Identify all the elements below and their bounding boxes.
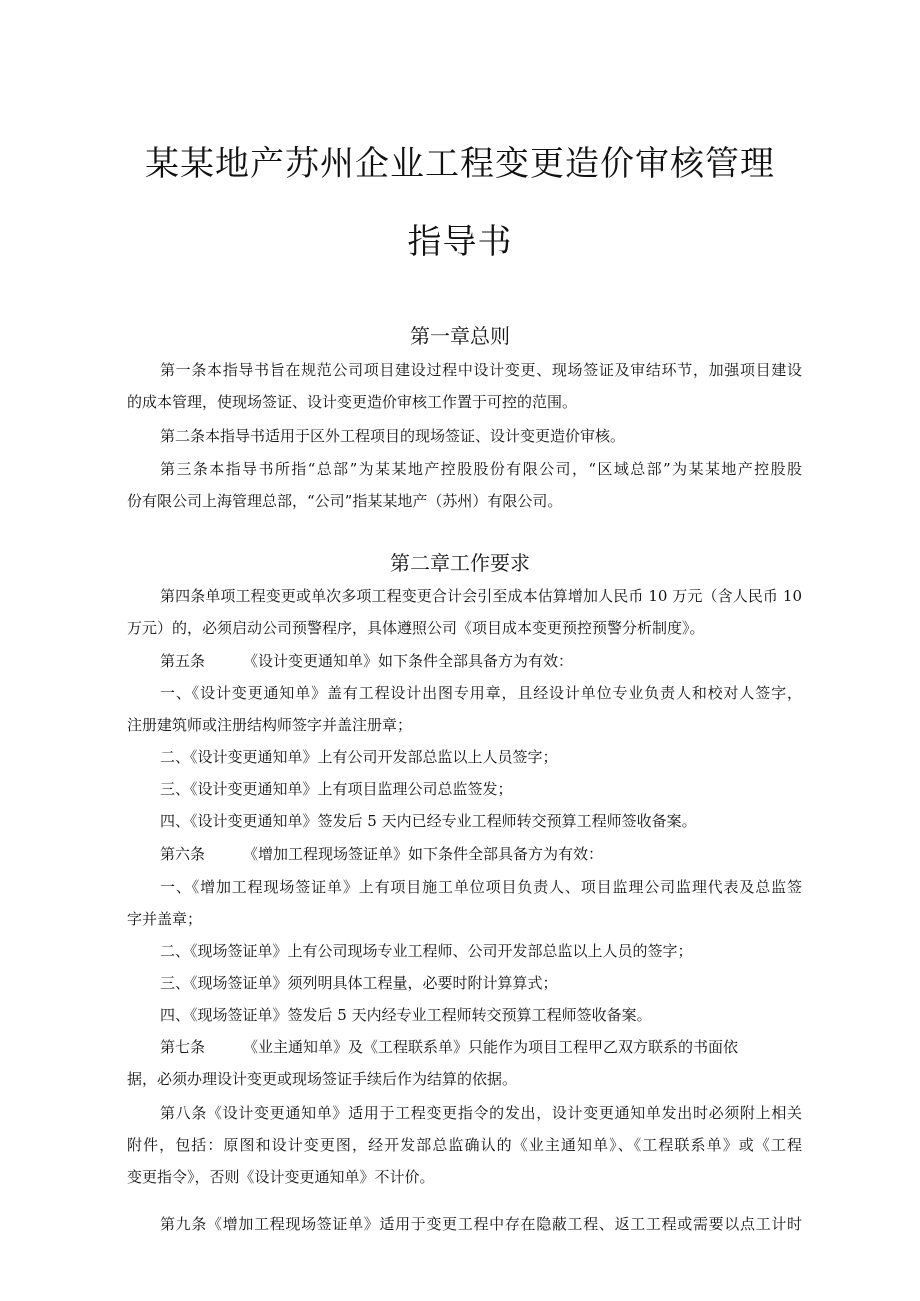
article-6-item-2: 二、《现场签证单》上有公司现场专业工程师、公司开发部总监以上人员的签字； xyxy=(160,942,693,960)
article-9-line-1: 第九条《增加工程现场签证单》适用于变更工程中存在隐蔽工程、返工工程或需要以点工计时 xyxy=(160,1215,802,1233)
article-6-text: 《增加工程现场签证单》如下条件全部具备方为有效： xyxy=(243,845,604,863)
article-5-item-2: 二、《设计变更通知单》上有公司开发部总监以上人员签字； xyxy=(160,748,558,766)
article-6-item-1-line-1: 一、《增加工程现场签证单》上有项目施工单位项目负责人、项目监理公司监理代表及总监签 xyxy=(160,878,802,896)
article-8-line-2: 附件，包括：原图和设计变更图，经开发部总监确认的《业主通知单》、《工程联系单》或《工程 xyxy=(127,1136,802,1154)
article-6-item-4: 四、《现场签证单》签发后 5 天内经专业工程师转交预算工程师签收备案。 xyxy=(160,1006,652,1024)
document-title-line-2: 指导书 xyxy=(407,222,513,262)
article-2: 第二条本指导书适用于区外工程项目的现场签证、设计变更造价审核。 xyxy=(160,427,626,445)
article-7-line-1 xyxy=(160,1036,802,1058)
article-5-text: 《设计变更通知单》如下条件全部具备方为有效： xyxy=(243,652,574,670)
article-5-item-1-line-1: 一、《设计变更通知单》盖有工程设计出图专用章，且经设计单位专业负责人和校对人签字， xyxy=(160,684,802,702)
article-7-label: 第七条 xyxy=(160,1038,206,1056)
article-6-heading xyxy=(160,843,802,865)
article-3-line-1: 第三条本指导书所指“总部”为某某地产控股股份有限公司，“区域总部”为某某地产控股股 xyxy=(160,460,802,478)
article-3-line-2: 份有限公司上海管理总部，“公司”指某某地产（苏州）有限公司。 xyxy=(127,492,563,510)
article-5-heading xyxy=(160,650,802,672)
article-5-item-3: 三、《设计变更通知单》上有项目监理公司总监签发； xyxy=(160,780,513,798)
article-5-item-4: 四、《设计变更通知单》签发后 5 天内已经专业工程师转交预算工程师签收备案。 xyxy=(160,812,697,830)
article-6-item-3: 三、《现场签证单》须列明具体工程量，必要时附计算算式； xyxy=(160,974,558,992)
article-7-line-2: 据，必须办理设计变更或现场签证手续后作为结算的依据。 xyxy=(127,1070,518,1088)
article-6-label: 第六条 xyxy=(160,845,206,863)
article-4-line-1: 第四条单项工程变更或单次多项工程变更合计会引至成本估算增加人民币 10 万元（含人民币 10 xyxy=(160,587,802,605)
article-8-line-1: 第八条《设计变更通知单》适用于工程变更指令的发出，设计变更通知单发出时必须附上相关 xyxy=(160,1104,802,1122)
article-8-line-3: 变更指令》，否则《设计变更通知单》不计价。 xyxy=(127,1168,435,1186)
article-1-line-2: 的成本管理，使现场签证、设计变更造价审核工作置于可控的范围。 xyxy=(127,393,578,411)
article-4-line-2: 万元）的，必须启动公司预警程序，具体遵照公司《项目成本变更预控预警分析制度》。 xyxy=(127,619,705,637)
article-1-line-1: 第一条本指导书旨在规范公司项目建设过程中设计变更、现场签证及审结环节，加强项目建设 xyxy=(160,361,802,379)
article-5-label: 第五条 xyxy=(160,652,206,670)
chapter-2-heading: 第二章工作要求 xyxy=(390,551,530,575)
article-6-item-1-line-2: 字并盖章； xyxy=(127,910,203,928)
article-5-item-1-line-2: 注册建筑师或注册结构师签字并盖注册章； xyxy=(127,716,413,734)
chapter-1-heading: 第一章总则 xyxy=(410,324,510,348)
article-7-text: 《业主通知单》及《工程联系单》只能作为项目工程甲乙双方联系的书面依 xyxy=(243,1038,739,1056)
document-title-line-1: 某某地产苏州企业工程变更造价审核管理 xyxy=(145,144,775,184)
